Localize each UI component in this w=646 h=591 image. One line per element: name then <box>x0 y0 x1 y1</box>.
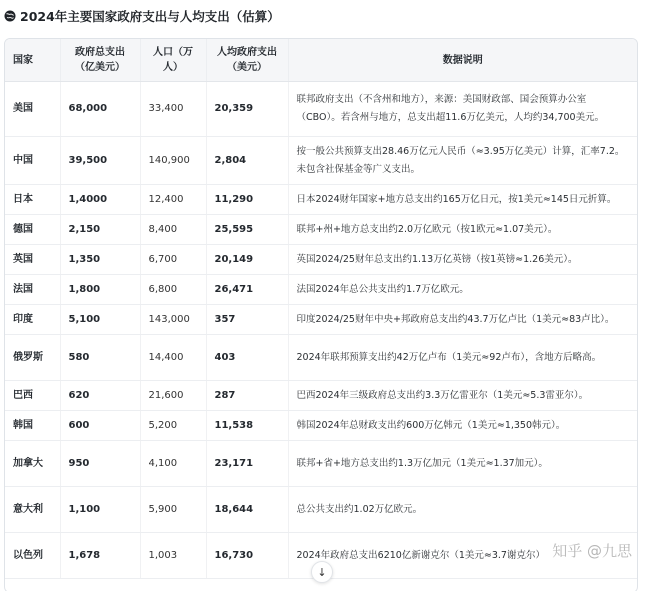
country-cell: 美国 <box>5 82 60 137</box>
note-cell: 日本2024财年国家+地方总支出约165万亿日元，按1美元≈145日元折算。 <box>288 185 637 215</box>
note-cell: 联邦+省+地方总支出约1.3万亿加元（1美元≈1.37加元）。 <box>288 441 637 487</box>
data-table-container[interactable] <box>4 38 638 591</box>
table-row <box>5 441 637 487</box>
page-title: 2024年主要国家政府支出与人均支出（估算） <box>20 9 280 24</box>
spending-cell: 580 <box>60 335 140 381</box>
population-cell: 140,900 <box>140 137 206 185</box>
note-cell: 联邦政府支出（不含州和地方），来源：美国财政部、国会预算办公室（CBO）。若含州与地方，总支出超11.6万亿美元，人均约34,700美元。 <box>288 82 637 137</box>
country-cell: 加拿大 <box>5 441 60 487</box>
country-cell: 日本 <box>5 185 60 215</box>
note-cell: 英国2024/25财年总支出约1.13万亿英镑（按1英镑≈1.26美元）。 <box>288 245 637 275</box>
note-cell: 韩国2024年总财政支出约600万亿韩元（1美元≈1,350韩元）。 <box>288 411 637 441</box>
population-cell: 21,600 <box>140 381 206 411</box>
country-cell: 英国 <box>5 245 60 275</box>
country-cell: 法国 <box>5 275 60 305</box>
per-capita-cell: 2,804 <box>206 137 288 185</box>
spending-cell: 1,350 <box>60 245 140 275</box>
per-capita-cell: 403 <box>206 335 288 381</box>
table-row <box>5 381 637 411</box>
spending-cell: 1,678 <box>60 533 140 579</box>
note-cell: 巴西2024年三级政府总支出约3.3万亿雷亚尔（1美元≈5.3雷亚尔）。 <box>288 381 637 411</box>
note-cell: 总公共支出约1.02万亿欧元。 <box>288 487 637 533</box>
country-cell: 韩国 <box>5 411 60 441</box>
per-capita-cell: 18,644 <box>206 487 288 533</box>
table-row <box>5 487 637 533</box>
country-cell: 以色列 <box>5 533 60 579</box>
data-table <box>5 39 637 579</box>
spending-cell: 600 <box>60 411 140 441</box>
note-cell: 2024年联邦预算支出约42万亿卢布（1美元≈92卢布），含地方后略高。 <box>288 335 637 381</box>
per-capita-cell: 11,538 <box>206 411 288 441</box>
header-country: 国家 <box>5 39 60 82</box>
header-population: 人口（万人） <box>140 39 206 82</box>
per-capita-cell: 26,471 <box>206 275 288 305</box>
table-row <box>5 82 637 137</box>
per-capita-cell: 20,359 <box>206 82 288 137</box>
table-row <box>5 215 637 245</box>
population-cell: 6,800 <box>140 275 206 305</box>
note-cell: 联邦+州+地方总支出约2.0万亿欧元（按1欧元≈1.07美元）。 <box>288 215 637 245</box>
arrow-down-icon: ↓ <box>317 565 327 579</box>
header-note: 数据说明 <box>288 39 637 82</box>
population-cell: 5,900 <box>140 487 206 533</box>
spending-cell: 1,800 <box>60 275 140 305</box>
per-capita-cell: 25,595 <box>206 215 288 245</box>
population-cell: 33,400 <box>140 82 206 137</box>
table-body <box>5 82 637 579</box>
table-row <box>5 275 637 305</box>
population-cell: 8,400 <box>140 215 206 245</box>
spending-cell: 68,000 <box>60 82 140 137</box>
per-capita-cell: 11,290 <box>206 185 288 215</box>
note-cell: 2024年政府总支出6210亿新谢克尔（1美元≈3.7谢克尔） <box>288 533 637 579</box>
header-per-capita: 人均政府支出（美元） <box>206 39 288 82</box>
population-cell: 4,100 <box>140 441 206 487</box>
country-cell: 中国 <box>5 137 60 185</box>
population-cell: 12,400 <box>140 185 206 215</box>
spending-cell: 39,500 <box>60 137 140 185</box>
country-cell: 意大利 <box>5 487 60 533</box>
spending-cell: 1,100 <box>60 487 140 533</box>
per-capita-cell: 287 <box>206 381 288 411</box>
population-cell: 6,700 <box>140 245 206 275</box>
table-row <box>5 305 637 335</box>
table-row <box>5 245 637 275</box>
population-cell: 1,003 <box>140 533 206 579</box>
table-row <box>5 185 637 215</box>
globe-icon <box>4 10 16 22</box>
scroll-down-button[interactable] <box>311 561 333 583</box>
population-cell: 5,200 <box>140 411 206 441</box>
spending-cell: 950 <box>60 441 140 487</box>
country-cell: 德国 <box>5 215 60 245</box>
country-cell: 巴西 <box>5 381 60 411</box>
header-spending: 政府总支出（亿美元） <box>60 39 140 82</box>
watermark-text: 知乎 @九思 <box>552 542 632 560</box>
per-capita-cell: 20,149 <box>206 245 288 275</box>
table-row <box>5 335 637 381</box>
table-row <box>5 411 637 441</box>
spending-cell: 5,100 <box>60 305 140 335</box>
population-cell: 14,400 <box>140 335 206 381</box>
note-cell: 按一般公共预算支出28.46万亿元人民币（≈3.95万亿美元）计算，汇率7.2。未包含社保基金等广义支出。 <box>288 137 637 185</box>
population-cell: 143,000 <box>140 305 206 335</box>
spending-cell: 1,4000 <box>60 185 140 215</box>
spending-cell: 2,150 <box>60 215 140 245</box>
title-row <box>4 6 280 26</box>
per-capita-cell: 357 <box>206 305 288 335</box>
table-row <box>5 137 637 185</box>
note-cell: 印度2024/25财年中央+邦政府总支出约43.7万亿卢比（1美元≈83卢比）。 <box>288 305 637 335</box>
spending-cell: 620 <box>60 381 140 411</box>
table-header-row <box>5 39 637 82</box>
per-capita-cell: 16,730 <box>206 533 288 579</box>
note-cell: 法国2024年总公共支出约1.7万亿欧元。 <box>288 275 637 305</box>
country-cell: 印度 <box>5 305 60 335</box>
country-cell: 俄罗斯 <box>5 335 60 381</box>
per-capita-cell: 23,171 <box>206 441 288 487</box>
